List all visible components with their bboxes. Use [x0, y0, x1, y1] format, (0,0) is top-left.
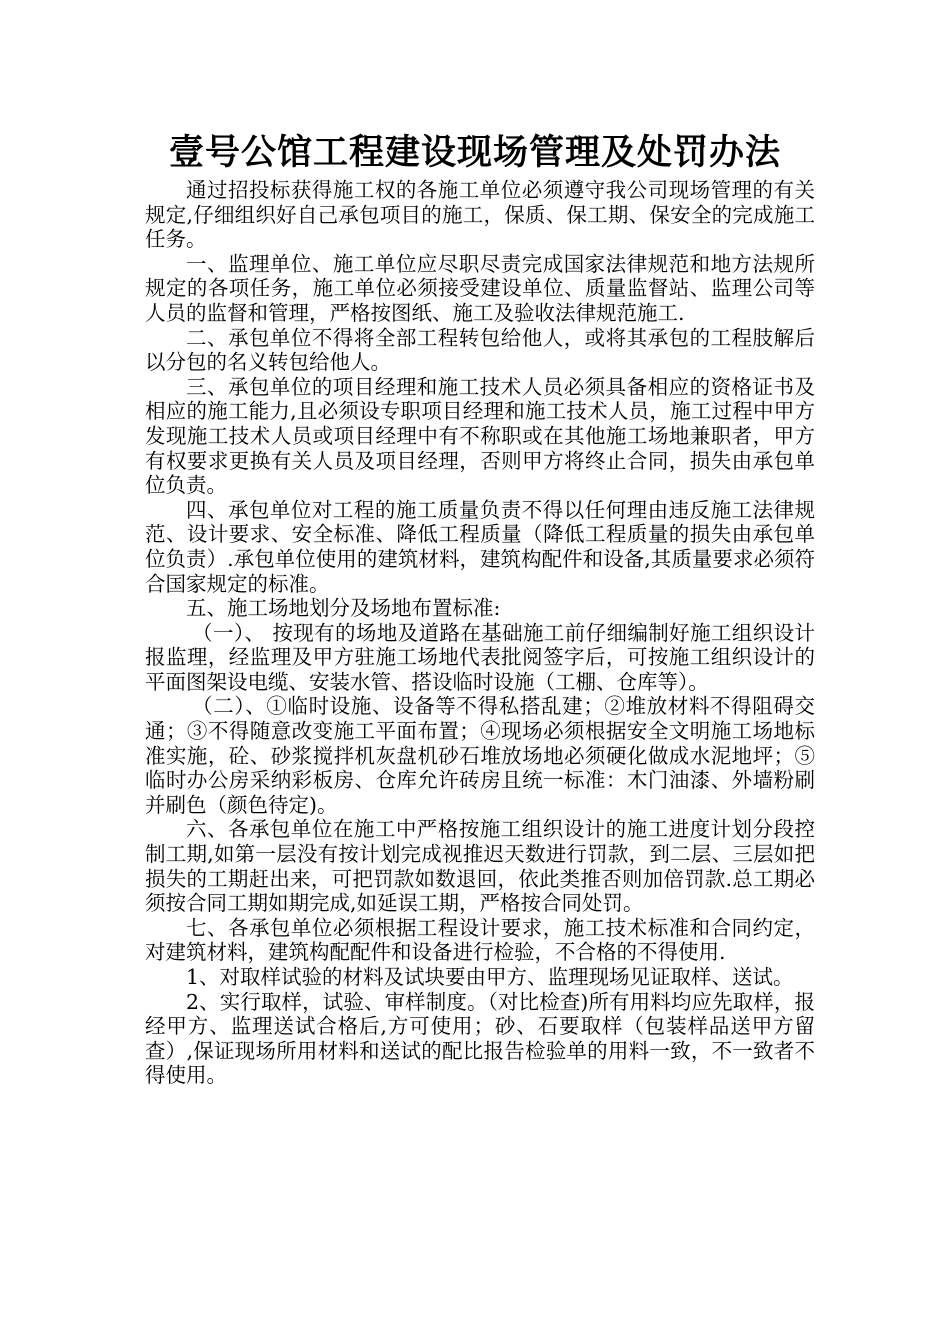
paragraph-section-3: 三、承包单位的项目经理和施工技术人员必须具备相应的资格证书及相应的施工能力,且必须设专职项目经理和施工技术人员，施工过程中甲方发现施工技术人员或项目经理中有不称职或在其他施工场地兼职者，甲方有权要求更换有关人员及项目经理，否则甲方将终止合同，损失由承包单位负责。	[145, 374, 815, 498]
paragraph-section-5-item-1: （一）、 按现有的场地及道路在基础施工前仔细编制好施工组织设计报监理，经监理及甲方驻施工场地代表批阅签字后，可按施工组织设计的平面图架设电缆、安装水管、搭设临时设施（工棚、仓库等）。	[145, 620, 815, 694]
paragraph-section-4: 四、承包单位对工程的施工质量负责不得以任何理由违反施工法律规范、设计要求、安全标准、降低工程质量（降低工程质量的损失由承包单位负责）.承包单位使用的建筑材料，建筑构配件和设备,其质量要求必须符合国家规定的标准。	[145, 497, 815, 596]
paragraph-section-5: 五、施工场地划分及场地布置标准:	[186, 596, 501, 621]
paragraph-section-1: 一、监理单位、施工单位应尽职尽责完成国家法律规范和地方法规所规定的各项任务，施工单位必须接受建设单位、质量监督站、监理公司等人员的监督和管理，严格按图纸、施工及验收法律规范施工.	[145, 251, 815, 325]
paragraph-section-6: 六、各承包单位在施工中严格按施工组织设计的施工进度计划分段控制工期,如第一层没有按计划完成视推迟天数进行罚款，到二层、三层如把损失的工期赶出来，可把罚款如数退回，依此类推否则加倍罚款.总工期必须按合同工期如期完成,如延误工期，严格按合同处罚。	[145, 817, 815, 916]
paragraph-intro: 通过招投标获得施工权的各施工单位必须遵守我公司现场管理的有关规定,仔细组织好自己承包项目的施工，保质、保工期、保安全的完成施工任务。	[145, 178, 815, 252]
paragraph-section-7-item-2: 2、实行取样，试验、审样制度。（对比检查)所有用料均应先取样，报经甲方、监理送试合格后,方可使用；砂、石要取样（包装样品送甲方留查）,保证现场所用材料和送试的配比报告检验单的用料一致，不一致者不得使用。	[145, 989, 815, 1088]
document-body	[145, 178, 815, 1088]
document-title: 壹号公馆工程建设现场管理及处罚办法	[168, 132, 781, 173]
paragraph-section-2: 二、承包单位不得将全部工程转包给他人，或将其承包的工程肢解后以分包的名义转包给他人。	[145, 325, 815, 375]
paragraph-section-7-item-1: 1、对取样试验的材料及试块要由甲方、监理现场见证取样、送试。	[186, 965, 794, 989]
paragraph-section-7: 七、各承包单位必须根据工程设计要求，施工技术标准和合同约定，对建筑材料，建筑构配配件和设备进行检验，不合格的不得使用.	[145, 915, 815, 965]
paragraph-section-5-item-2: （二）、①临时设施、设备等不得私搭乱建；②堆放材料不得阻碍交通；③不得随意改变施工平面布置；④现场必须根据安全文明施工场地标准实施，砼、砂浆搅拌机灰盘机砂石堆放场地必须硬化做成水泥地坪；⑤临时办公房采纳彩板房、仓库允许砖房且统一标准：木门油漆、外墙粉刷并刷色（颜色待定)。	[145, 694, 815, 817]
